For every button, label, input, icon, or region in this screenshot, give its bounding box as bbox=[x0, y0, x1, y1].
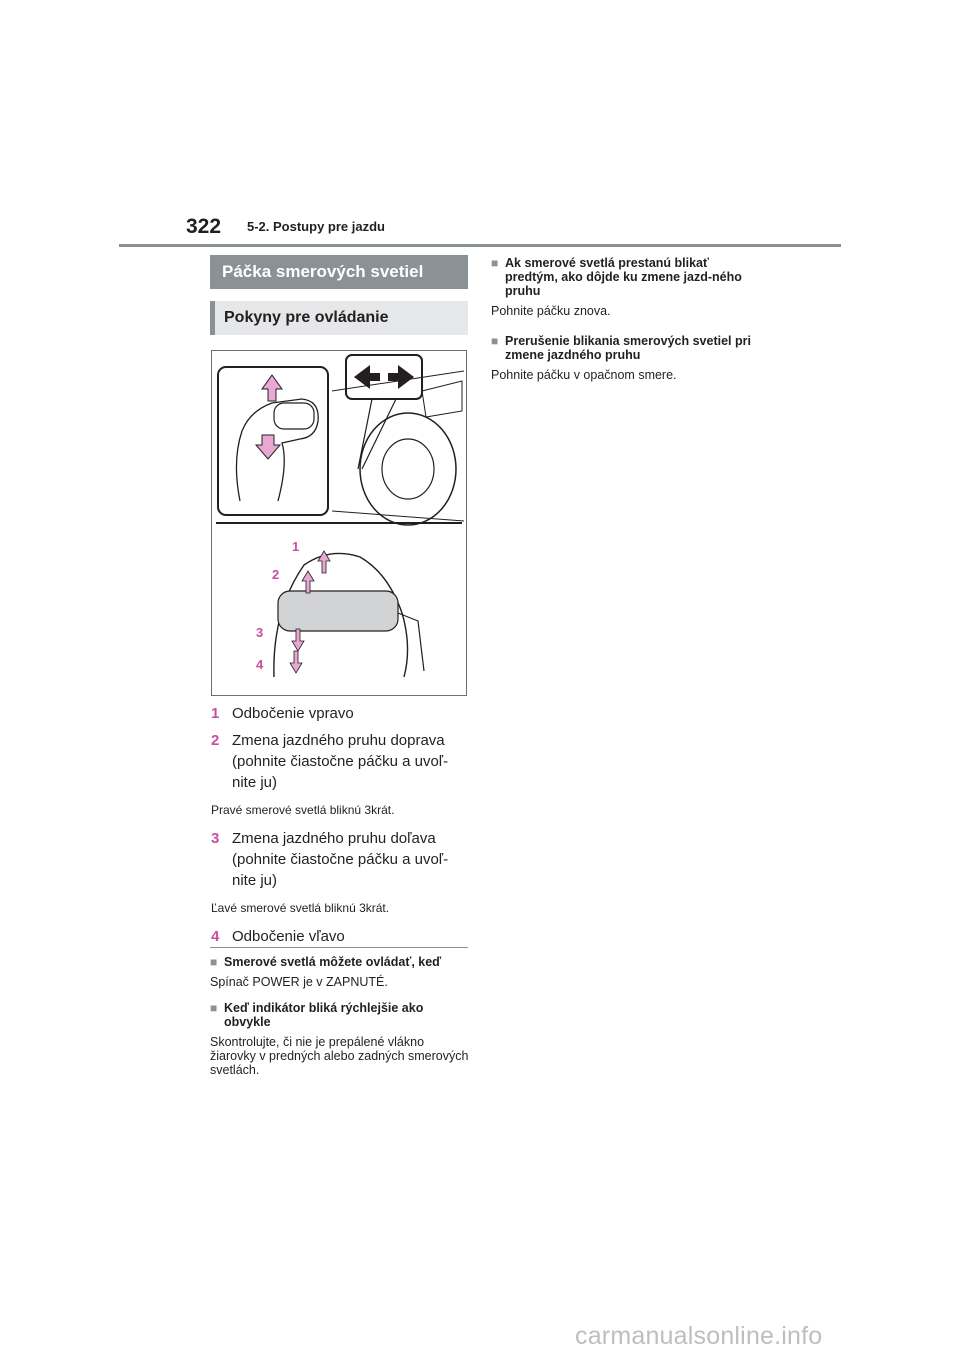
step-item bbox=[211, 828, 469, 891]
block-text: Pohnite páčku znova. bbox=[491, 304, 611, 318]
block-text: Spínač POWER je v ZAPNUTÉ. bbox=[210, 975, 388, 989]
block-text: Pohnite páčku v opačnom smere. bbox=[491, 368, 677, 382]
block-heading: Keď indikátor bliká rýchlejšie ako obvykle bbox=[224, 1001, 424, 1029]
step-number: 3 bbox=[211, 830, 220, 847]
info-block bbox=[491, 256, 753, 318]
block-text: Skontrolujte, či nie je prepálené vlákno žiarovky v predných alebo zadných smerových svetlách. bbox=[210, 1035, 469, 1077]
step-text: Zmena jazdného pruhu doprava (pohnite čiastočne páčku a uvoľ-nite ju) bbox=[232, 732, 449, 791]
position-2-arrow-icon bbox=[302, 571, 314, 593]
hand-outline bbox=[236, 399, 318, 501]
step-item bbox=[211, 703, 469, 724]
step-number: 4 bbox=[211, 928, 220, 945]
bullet-icon: ■ bbox=[491, 334, 499, 348]
step-item bbox=[211, 730, 469, 793]
lever-stalk bbox=[274, 403, 314, 429]
arrow-down-icon bbox=[256, 435, 280, 459]
label-3: 3 bbox=[256, 625, 264, 640]
block-heading: Ak smerové svetlá prestanú blikať predtým, ako dôjde ku zmene jazd-ného pruhu bbox=[505, 256, 742, 298]
label-4: 4 bbox=[256, 657, 264, 672]
section-title: 5-2. Postupy pre jazdu bbox=[247, 219, 385, 234]
page-number: 322 bbox=[186, 215, 222, 238]
position-4-arrow-icon bbox=[290, 651, 302, 673]
step-note: Pravé smerové svetlá bliknú 3krát. bbox=[211, 803, 395, 817]
main-heading: Páčka smerových svetiel bbox=[210, 255, 468, 289]
info-block bbox=[491, 334, 753, 382]
info-block bbox=[210, 1001, 472, 1077]
steering-wheel bbox=[360, 413, 456, 525]
step-number: 1 bbox=[211, 705, 220, 722]
callout-pointer bbox=[358, 399, 396, 469]
info-block bbox=[210, 955, 472, 989]
step-text: Odbočenie vpravo bbox=[232, 705, 354, 722]
step-text: Odbočenie vľavo bbox=[232, 928, 345, 945]
step-number: 2 bbox=[211, 732, 220, 749]
steering-hub bbox=[382, 439, 434, 499]
steps-list bbox=[211, 703, 469, 949]
arrow-up-icon bbox=[262, 375, 282, 401]
bullet-icon: ■ bbox=[491, 256, 499, 270]
step-text: Zmena jazdného pruhu doľava (pohnite čiastočne páčku a uvoľ-nite ju) bbox=[232, 830, 449, 889]
header-rule bbox=[119, 244, 841, 247]
lever-illustration bbox=[212, 351, 466, 695]
lever-figure bbox=[211, 350, 467, 696]
step-note: Ľavé smerové svetlá bliknú 3krát. bbox=[211, 901, 390, 915]
block-heading: Smerové svetlá môžete ovládať, keď bbox=[224, 955, 442, 969]
label-1: 1 bbox=[292, 539, 300, 554]
label-2: 2 bbox=[272, 567, 280, 582]
lever-body bbox=[278, 591, 398, 631]
sub-heading: Pokyny pre ovládanie bbox=[210, 301, 468, 335]
watermark: carmanualsonline.info bbox=[575, 1322, 823, 1350]
step-item bbox=[211, 926, 469, 947]
block-heading: Prerušenie blikania smerových svetiel pri zmene jazdného pruhu bbox=[505, 334, 751, 362]
section-rule bbox=[210, 947, 468, 948]
bullet-icon: ■ bbox=[210, 1001, 218, 1015]
position-3-arrow-icon bbox=[292, 629, 304, 651]
bullet-icon: ■ bbox=[210, 955, 218, 969]
lever-base bbox=[398, 613, 424, 671]
